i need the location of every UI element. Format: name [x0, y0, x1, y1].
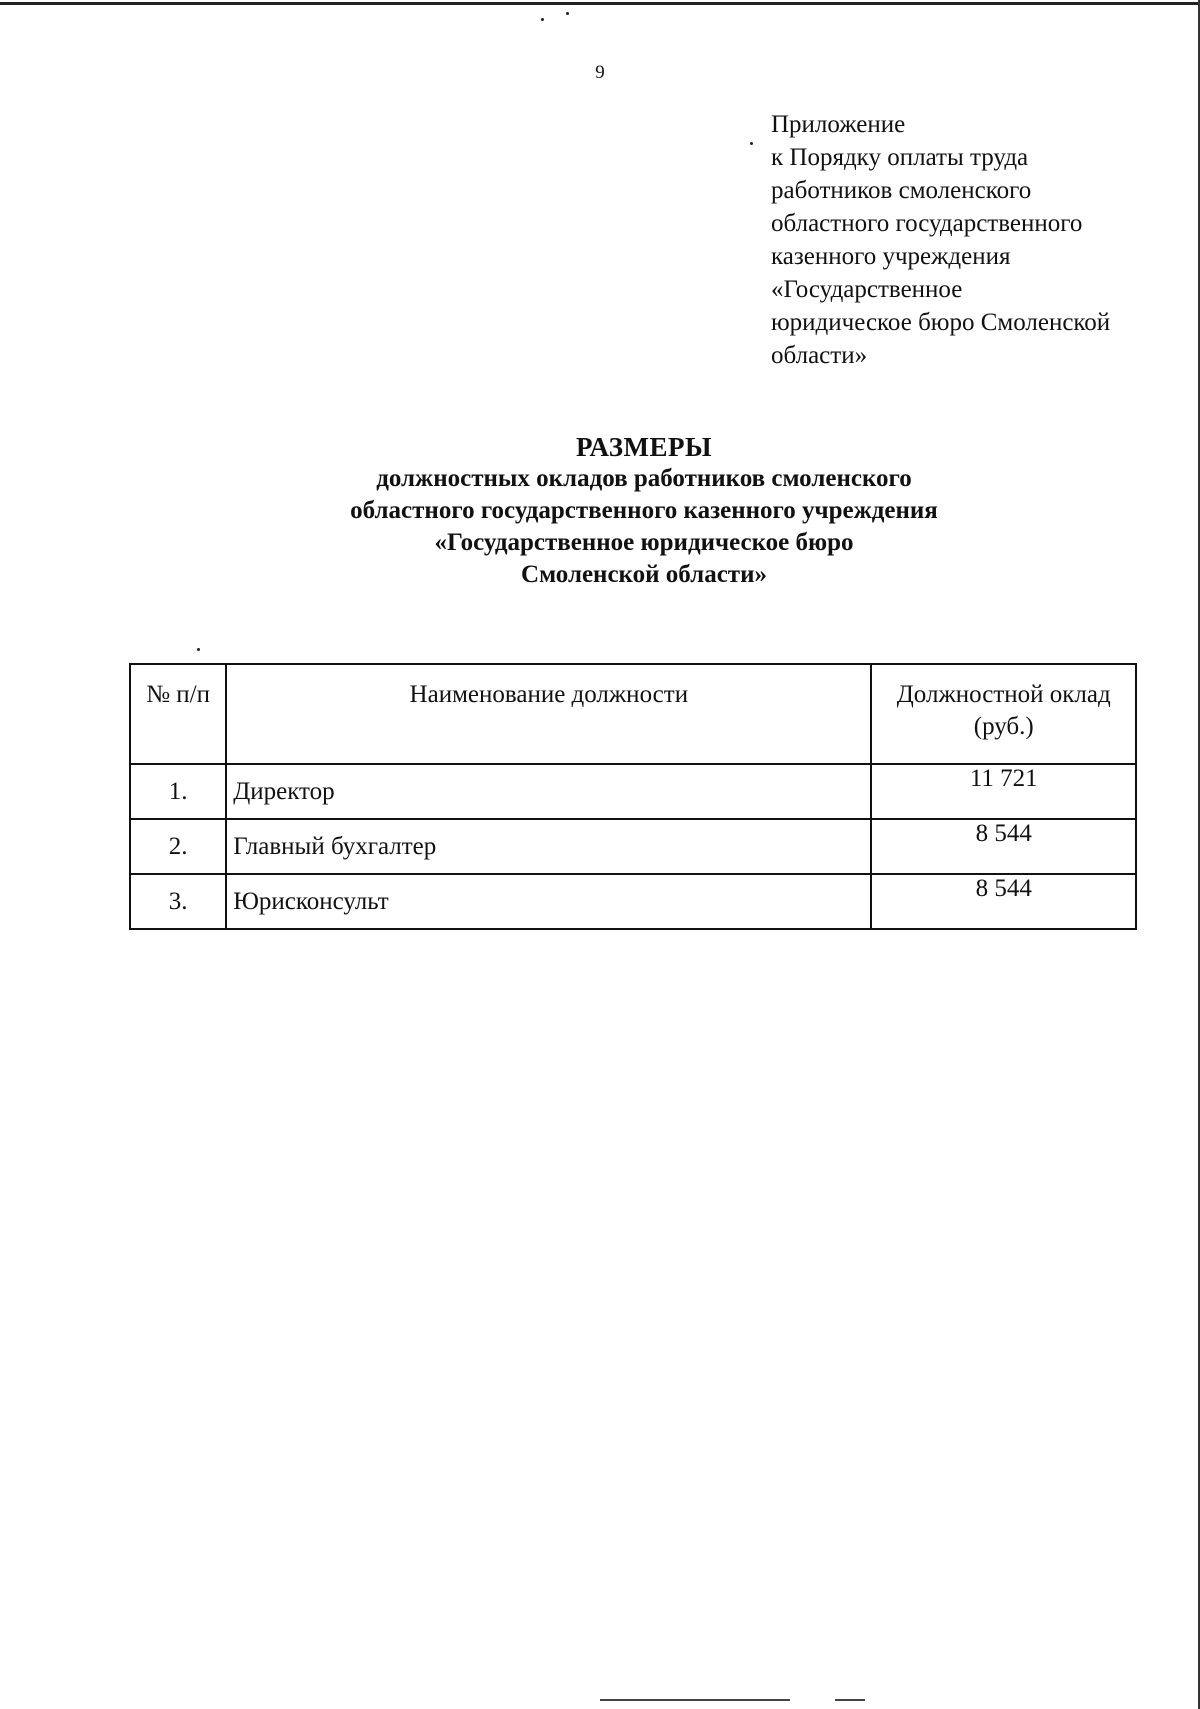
appendix-line: «Государственное — [771, 276, 963, 303]
appendix-line: работников смоленского — [771, 177, 1032, 204]
appendix-line: казенного учреждения — [771, 243, 1011, 270]
scan-speck — [750, 142, 753, 145]
row-number: 3. — [130, 874, 226, 929]
scan-border-top — [0, 2, 1200, 5]
row-number: 1. — [130, 764, 226, 819]
header-salary-unit: (руб.) — [973, 713, 1034, 740]
row-salary: 8 544 — [871, 874, 1136, 929]
scan-mark-bottom — [600, 1699, 790, 1701]
row-salary: 11 721 — [871, 764, 1136, 819]
appendix-line: области» — [771, 342, 868, 369]
row-position: Юрисконсульт — [226, 874, 871, 929]
appendix-line: областного государственного — [771, 210, 1083, 237]
title-main: РАЗМЕРЫ — [575, 432, 713, 462]
row-position: Директор — [226, 764, 871, 819]
title-line: должностных окладов работников смоленского — [376, 465, 912, 492]
page-number: 9 — [595, 62, 605, 83]
row-position: Главный бухгалтер — [226, 819, 871, 874]
scan-speck — [566, 12, 569, 15]
appendix-line: Приложение — [771, 111, 906, 138]
header-number: № п/п — [130, 664, 226, 764]
scan-speck — [541, 18, 544, 21]
table-row — [130, 874, 1136, 929]
row-salary: 8 544 — [871, 819, 1136, 874]
row-number: 2. — [130, 819, 226, 874]
salary-table — [129, 663, 1137, 930]
table-header-row — [130, 664, 1136, 764]
title-line: Смоленской области» — [521, 561, 767, 588]
scan-speck — [197, 648, 200, 651]
appendix-line: к Порядку оплаты труда — [771, 144, 1029, 171]
appendix-line: юридическое бюро Смоленской — [771, 309, 1111, 336]
title-line: областного государственного казенного учреждения — [350, 497, 938, 524]
header-salary-line: Должностной оклад — [896, 681, 1111, 708]
header-salary — [871, 664, 1136, 764]
title-line: «Государственное юридическое бюро — [434, 529, 854, 556]
scan-mark-bottom — [835, 1699, 865, 1701]
table-row — [130, 819, 1136, 874]
table-row — [130, 764, 1136, 819]
appendix-note — [771, 108, 1171, 372]
header-position: Наименование должности — [226, 664, 871, 764]
document-title — [0, 431, 1200, 591]
